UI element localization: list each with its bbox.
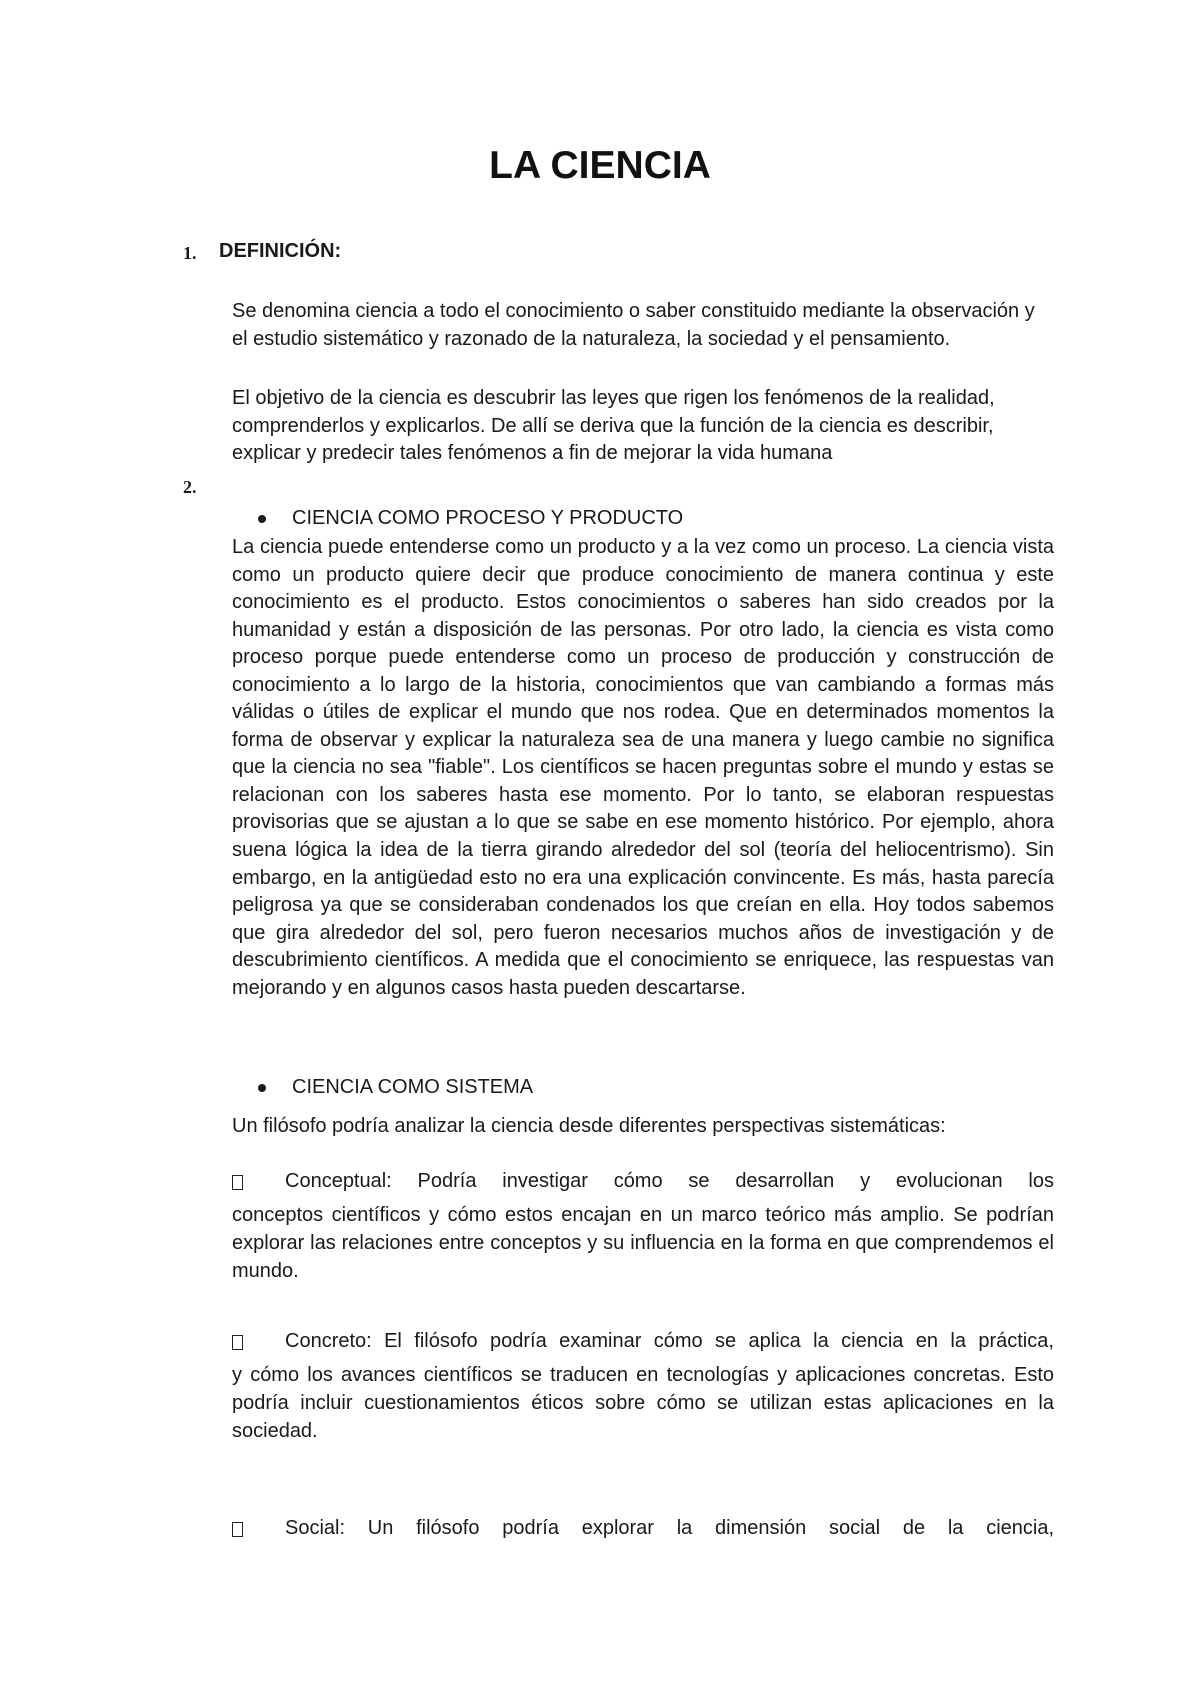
list-item-conceptual — [232, 1168, 1054, 1285]
list-item-concreto — [232, 1328, 1054, 1445]
item-word: cómo — [613, 1170, 663, 1192]
item-word: Concreto: — [232, 1328, 372, 1355]
item-first-line — [232, 1515, 1054, 1542]
item-word: los — [1028, 1170, 1054, 1192]
document-title: LA CIENCIA — [489, 144, 711, 187]
item-word: la — [813, 1330, 829, 1352]
item-word: cómo — [653, 1330, 703, 1352]
item-word: Podría — [417, 1170, 477, 1192]
item-word: explorar — [581, 1517, 654, 1539]
definition-paragraph: Se denomina ciencia a todo el conocimiento o saber constituido mediante la observación y el estudio sistemático y razonado de la naturaleza, la sociedad y el pensamiento. — [232, 300, 1035, 350]
sistema-intro: Un filósofo podría analizar la ciencia desde diferentes perspectivas sistemáticas: — [232, 1115, 946, 1137]
item-word: Conceptual: — [232, 1168, 392, 1195]
item-word: Social: — [232, 1515, 345, 1542]
item-word: aplica — [748, 1330, 801, 1352]
item-word: se — [715, 1330, 737, 1352]
list-item-social — [232, 1515, 1054, 1542]
item-word: podría — [502, 1517, 559, 1539]
item-continuation: conceptos científicos y cómo estos encajan en un marco teórico más amplio. Se podrían explorar las relaciones entre conceptos y su influencia en la forma en que comprendemos el mundo. — [232, 1204, 1054, 1282]
item-word: filósofo — [416, 1517, 480, 1539]
bullet-icon — [258, 1084, 266, 1092]
item-word: social — [828, 1517, 881, 1539]
item-continuation: y cómo los avances científicos se traducen en tecnologías y aplicaciones concretas. Esto podría incluir cuestionamientos éticos sobre cómo se utilizan estas aplicaciones en la sociedad. — [232, 1364, 1054, 1442]
proceso-producto-paragraph: La ciencia puede entenderse como un producto y a la vez como un proceso. La ciencia vista como un producto quiere decir que produce conocimiento de manera continua y este conocimiento es el producto. Estos conocimientos o saberes han sido creados por la humanidad y están a disposición de las personas. Por otro lado, la ciencia es vista como proceso porque puede entenderse como un proceso de producción y construcción de conocimiento a lo largo de la historia, conocimientos que van cambiando a formas más válidas o útiles de explicar el mundo que nos rodea. Que en determinados momentos la forma de observar y explicar la naturaleza sea de una manera y luego cambie no significa que la ciencia no sea "fiable". Los científicos se hacen preguntas sobre el mundo y estas se relacionan con los saberes hasta ese momento. Por lo tanto, se elaboran respuestas provisorias que se ajustan a lo que se sabe en ese momento histórico. Por ejemplo, ahora suena lógica la idea de la tierra girando alrededor del sol (teoría del heliocentrismo). Sin embargo, en la antigüedad esto no era una explicación convincente. Es más, hasta parecía peligrosa ya que se consideraban condenados los que creían en ella. Hoy todos sabemos que gira alrededor del sol, pero fueron necesarios muchos años de investigación y de descubrimiento científicos. A medida que el conocimiento se enriquece, las respuestas van mejorando y en algunos casos hasta pueden descartarse. — [232, 536, 1054, 999]
item-word: de — [902, 1517, 926, 1539]
bullet-icon — [258, 515, 266, 523]
section-1-number: 1. — [183, 243, 197, 263]
item-word: El — [384, 1330, 402, 1352]
item-word: desarrollan — [735, 1170, 835, 1192]
item-word: filósofo — [414, 1330, 478, 1352]
item-first-line — [232, 1328, 1054, 1355]
missing-glyph-icon — [232, 1522, 243, 1537]
item-word: dimensión — [715, 1517, 807, 1539]
item-word: investigar — [502, 1170, 588, 1192]
item-word: en — [915, 1330, 939, 1352]
bullet-label: CIENCIA COMO PROCESO Y PRODUCTO — [292, 507, 684, 529]
missing-glyph-icon — [232, 1175, 243, 1190]
bullet-label: CIENCIA COMO SISTEMA — [292, 1076, 534, 1098]
item-word: ciencia, — [986, 1517, 1054, 1539]
item-word: ciencia — [841, 1330, 904, 1352]
item-word: podría — [490, 1330, 547, 1352]
item-first-line — [232, 1168, 1054, 1195]
item-word: se — [688, 1170, 710, 1192]
item-word: evolucionan — [895, 1170, 1003, 1192]
item-word: examinar — [559, 1330, 642, 1352]
item-word: la — [947, 1517, 964, 1539]
objective-paragraph: El objetivo de la ciencia es descubrir las leyes que rigen los fenómenos de la realidad, comprenderlos y explicarlos. De allí se deriva que la función de la ciencia es describir, explicar y predecir tales fenómenos a fin de mejorar la vida humana — [232, 387, 995, 465]
section-1-heading: DEFINICIÓN: — [219, 240, 342, 262]
section-2-number: 2. — [183, 477, 197, 497]
item-word: la — [950, 1330, 966, 1352]
item-word: y — [860, 1170, 871, 1192]
item-word: la — [676, 1517, 693, 1539]
missing-glyph-icon — [232, 1335, 243, 1350]
item-word: práctica, — [978, 1330, 1054, 1352]
item-word: Un — [367, 1517, 394, 1539]
